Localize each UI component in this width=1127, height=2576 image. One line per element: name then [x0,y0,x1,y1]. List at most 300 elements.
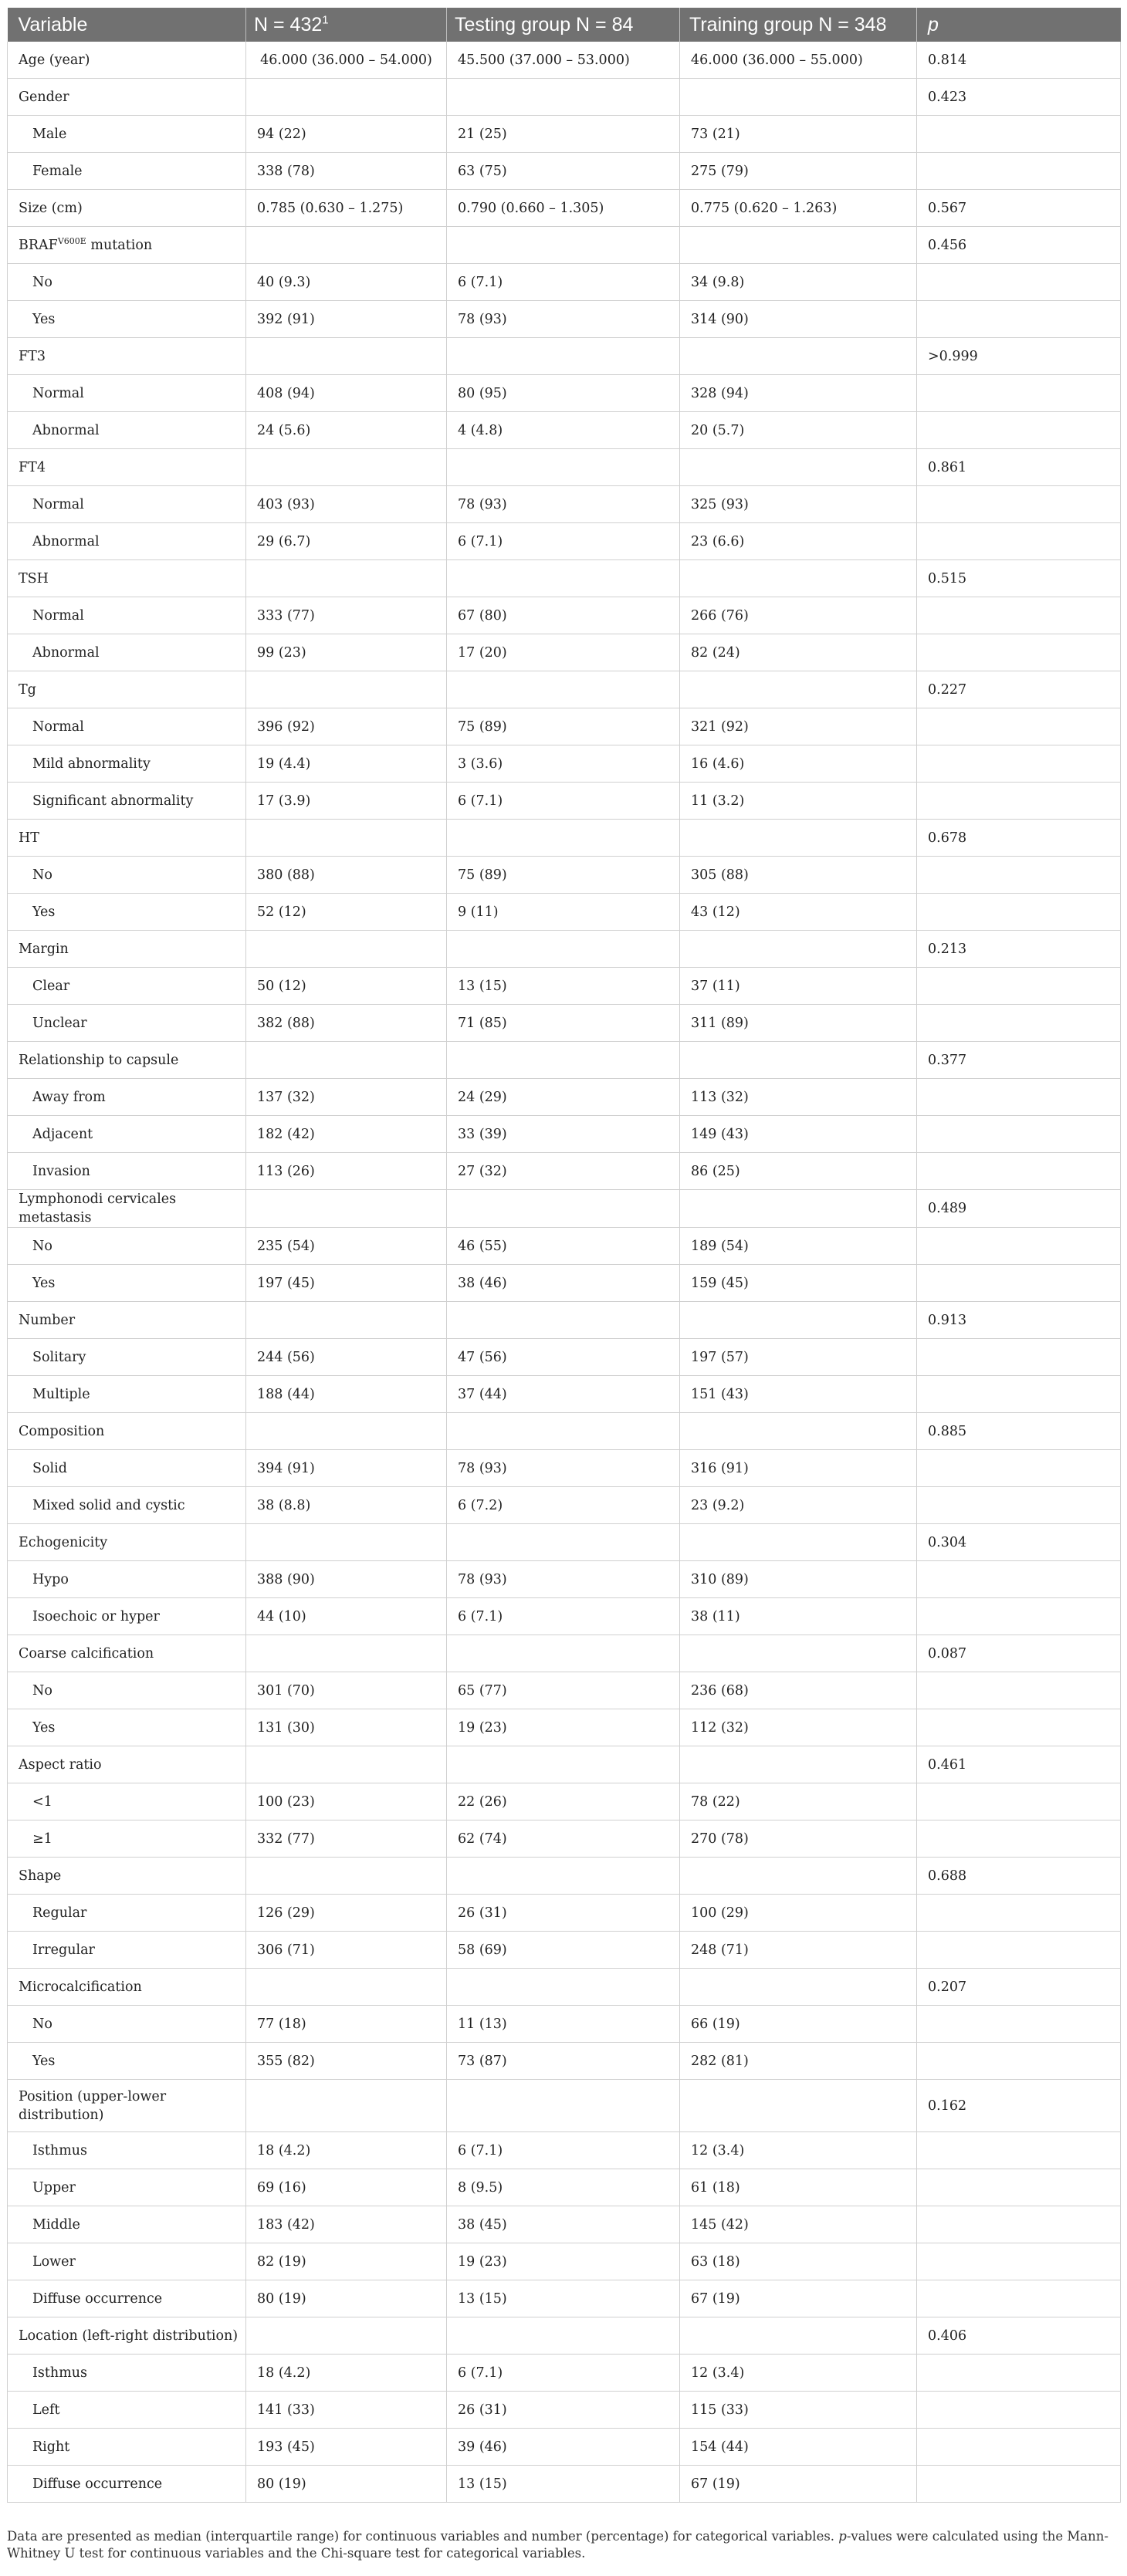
cell-variable: Irregular [8,1932,246,1969]
cell-p-value: 0.406 [917,2317,1121,2355]
cell-variable: Left [8,2392,246,2429]
cell-testing: 63 (75) [447,153,680,190]
cell-total [246,931,447,968]
cell-total: 197 (45) [246,1265,447,1302]
cell-testing: 78 (93) [447,1450,680,1487]
cell-training [680,1746,917,1783]
cell-testing [447,338,680,375]
cell-variable: Diffuse occurrence [8,2280,246,2317]
cell-variable: Age (year) [8,42,246,79]
table-row-level [8,1376,1121,1413]
cell-testing: 65 (77) [447,1672,680,1709]
cell-p-value [917,375,1121,412]
cell-variable: Regular [8,1895,246,1932]
cell-testing [447,227,680,264]
cell-training: 149 (43) [680,1116,917,1153]
cell-training: 305 (88) [680,857,917,894]
cell-p-value: 0.304 [917,1524,1121,1561]
cell-variable: Normal [8,597,246,634]
cell-total: 80 (19) [246,2466,447,2503]
cell-variable: Isthmus [8,2355,246,2392]
cell-p-value: 0.456 [917,227,1121,264]
cell-training [680,1858,917,1895]
cell-p-value [917,1116,1121,1153]
cell-p-value [917,1820,1121,1858]
cell-p-value: 0.515 [917,560,1121,597]
cell-testing [447,1969,680,2006]
cell-training: 275 (79) [680,153,917,190]
cell-total: 301 (70) [246,1672,447,1709]
table-row-level [8,894,1121,931]
cell-training: 11 (3.2) [680,783,917,820]
table-row-variable [8,449,1121,486]
cell-training [680,1413,917,1450]
cell-p-value [917,1450,1121,1487]
cell-p-value [917,2006,1121,2043]
cell-variable: Location (left-right distribution) [8,2317,246,2355]
cell-total: 131 (30) [246,1709,447,1746]
table-row-level [8,1116,1121,1153]
table-row-level [8,1079,1121,1116]
cell-testing: 58 (69) [447,1932,680,1969]
cell-testing [447,1042,680,1079]
cell-training: 20 (5.7) [680,412,917,449]
cell-total: 19 (4.4) [246,745,447,783]
cell-testing: 8 (9.5) [447,2169,680,2206]
cell-total: 100 (23) [246,1783,447,1820]
cell-training: 46.000 (36.000 – 55.000) [680,42,917,79]
cell-training: 113 (32) [680,1079,917,1116]
cell-testing [447,1858,680,1895]
cell-p-value: 0.162 [917,2080,1121,2132]
cell-testing: 13 (15) [447,2280,680,2317]
table-row-level [8,1820,1121,1858]
cell-total: 137 (32) [246,1079,447,1116]
cell-training: 37 (11) [680,968,917,1005]
cell-variable: TSH [8,560,246,597]
table-row-level [8,153,1121,190]
cell-total: 355 (82) [246,2043,447,2080]
table-row-level [8,2006,1121,2043]
cell-variable: Aspect ratio [8,1746,246,1783]
cell-training: 12 (3.4) [680,2132,917,2169]
cell-variable: Position (upper-lower distribution) [8,2080,246,2132]
cell-testing [447,560,680,597]
cell-p-value [917,523,1121,560]
cell-training [680,1190,917,1228]
cell-p-value [917,634,1121,671]
cell-total [246,1413,447,1450]
table-row-variable [8,1190,1121,1228]
cell-p-value: 0.678 [917,820,1121,857]
table-row-level [8,2243,1121,2280]
cell-testing: 6 (7.1) [447,264,680,301]
cell-total: 29 (6.7) [246,523,447,560]
cell-training: 43 (12) [680,894,917,931]
cell-variable: Normal [8,708,246,745]
cell-total: 80 (19) [246,2280,447,2317]
table-row-level [8,2392,1121,2429]
table-row-level [8,2355,1121,2392]
cell-total [246,2080,447,2132]
cell-p-value: 0.213 [917,931,1121,968]
header-training-group: Training group N = 348 [680,8,917,42]
cell-total: 332 (77) [246,1820,447,1858]
cell-p-value [917,1487,1121,1524]
cell-testing: 37 (44) [447,1376,680,1413]
cell-variable: Male [8,116,246,153]
header-variable: Variable [8,8,246,42]
cell-total: 46.000 (36.000 – 54.000) [246,42,447,79]
cell-training [680,79,917,116]
table-row-level [8,1783,1121,1820]
table-row-level [8,1005,1121,1042]
cell-training: 282 (81) [680,2043,917,2080]
table-row-variable [8,2317,1121,2355]
cell-total: 396 (92) [246,708,447,745]
cell-variable: <1 [8,1783,246,1820]
cell-total [246,2317,447,2355]
cell-p-value [917,857,1121,894]
cell-variable: Middle [8,2206,246,2243]
cell-p-value [917,2429,1121,2466]
cell-total [246,79,447,116]
cell-testing: 6 (7.1) [447,2355,680,2392]
cell-variable: Gender [8,79,246,116]
cell-variable: Normal [8,375,246,412]
cell-p-value [917,1376,1121,1413]
cell-training: 67 (19) [680,2280,917,2317]
cell-training: 38 (11) [680,1598,917,1635]
table-row-level [8,745,1121,783]
cell-testing: 78 (93) [447,1561,680,1598]
cell-training: 310 (89) [680,1561,917,1598]
header-p-value: p [917,8,1121,42]
cell-total [246,1746,447,1783]
cell-testing [447,931,680,968]
table-row-level [8,1228,1121,1265]
table-row-level [8,2280,1121,2317]
cell-testing: 27 (32) [447,1153,680,1190]
cell-p-value [917,1079,1121,1116]
table-row-level [8,2466,1121,2503]
cell-total: 333 (77) [246,597,447,634]
cell-total: 18 (4.2) [246,2355,447,2392]
cell-total [246,1524,447,1561]
table-row-variable [8,1524,1121,1561]
cell-testing: 75 (89) [447,857,680,894]
cell-total [246,1042,447,1079]
cell-p-value [917,153,1121,190]
table-row-level [8,1153,1121,1190]
cell-training: 314 (90) [680,301,917,338]
cell-p-value: >0.999 [917,338,1121,375]
cell-p-value [917,1783,1121,1820]
cell-testing: 78 (93) [447,486,680,523]
cell-total: 69 (16) [246,2169,447,2206]
cell-testing: 6 (7.2) [447,1487,680,1524]
cell-total: 408 (94) [246,375,447,412]
cell-training: 23 (9.2) [680,1487,917,1524]
cell-p-value [917,301,1121,338]
cell-testing: 33 (39) [447,1116,680,1153]
table-row-level [8,1561,1121,1598]
table-row-level [8,116,1121,153]
cell-p-value [917,1932,1121,1969]
cell-variable: Unclear [8,1005,246,1042]
cell-training [680,820,917,857]
table-row-variable [8,1413,1121,1450]
cell-total: 193 (45) [246,2429,447,2466]
cell-training [680,338,917,375]
cell-training: 78 (22) [680,1783,917,1820]
cell-total: 182 (42) [246,1116,447,1153]
cell-variable: ≥1 [8,1820,246,1858]
cell-p-value: 0.814 [917,42,1121,79]
cell-testing: 19 (23) [447,2243,680,2280]
cell-total [246,1969,447,2006]
cell-testing: 13 (15) [447,968,680,1005]
cell-p-value: 0.377 [917,1042,1121,1079]
cell-variable: Abnormal [8,523,246,560]
table-row-level [8,1932,1121,1969]
cell-p-value [917,2355,1121,2392]
cell-variable: Lymphonodi cervicales metastasis [8,1190,246,1228]
cell-testing: 6 (7.1) [447,523,680,560]
cell-variable: Mild abnormality [8,745,246,783]
cell-training [680,931,917,968]
cell-p-value: 0.423 [917,79,1121,116]
cell-testing: 17 (20) [447,634,680,671]
cell-training [680,1042,917,1079]
cell-variable: Abnormal [8,412,246,449]
cell-total [246,820,447,857]
cell-variable: Invasion [8,1153,246,1190]
cell-p-value [917,2466,1121,2503]
cell-variable: Yes [8,301,246,338]
cell-training: 112 (32) [680,1709,917,1746]
cell-variable: No [8,1228,246,1265]
cell-total: 394 (91) [246,1450,447,1487]
table-row-level [8,301,1121,338]
cell-variable: Yes [8,1265,246,1302]
cell-variable: Coarse calcification [8,1635,246,1672]
table-row-variable [8,1635,1121,1672]
cell-training: 154 (44) [680,2429,917,2466]
cell-variable: Upper [8,2169,246,2206]
cell-variable: No [8,2006,246,2043]
cell-training: 325 (93) [680,486,917,523]
table-row-level [8,2206,1121,2243]
cell-training: 115 (33) [680,2392,917,2429]
cell-total [246,671,447,708]
table-row-variable [8,79,1121,116]
cell-training [680,449,917,486]
table-row-level [8,968,1121,1005]
cell-total: 44 (10) [246,1598,447,1635]
cell-variable: Microcalcification [8,1969,246,2006]
cell-p-value [917,597,1121,634]
cell-variable: Composition [8,1413,246,1450]
table-row-variable [8,1042,1121,1079]
cell-variable: Away from [8,1079,246,1116]
cell-p-value [917,1228,1121,1265]
cell-total: 392 (91) [246,301,447,338]
cell-p-value: 0.567 [917,190,1121,227]
cell-variable: Right [8,2429,246,2466]
cell-training: 145 (42) [680,2206,917,2243]
cell-total: 235 (54) [246,1228,447,1265]
cell-testing: 73 (87) [447,2043,680,2080]
cell-variable: Isthmus [8,2132,246,2169]
table-row-level [8,597,1121,634]
cell-testing: 24 (29) [447,1079,680,1116]
cell-variable: Yes [8,1709,246,1746]
cell-total: 40 (9.3) [246,264,447,301]
table-row-level [8,2043,1121,2080]
table-row-level [8,783,1121,820]
cell-testing: 45.500 (37.000 – 53.000) [447,42,680,79]
table-row-variable [8,560,1121,597]
cell-training: 328 (94) [680,375,917,412]
cell-training: 0.775 (0.620 – 1.263) [680,190,917,227]
cell-total: 388 (90) [246,1561,447,1598]
cell-training: 197 (57) [680,1339,917,1376]
cell-testing: 11 (13) [447,2006,680,2043]
cell-p-value [917,1672,1121,1709]
cell-total [246,227,447,264]
cell-testing: 21 (25) [447,116,680,153]
cell-total: 183 (42) [246,2206,447,2243]
table-row-variable [8,2080,1121,2132]
cell-training: 67 (19) [680,2466,917,2503]
cell-testing: 26 (31) [447,1895,680,1932]
cell-p-value [917,745,1121,783]
cell-testing: 6 (7.1) [447,783,680,820]
cell-variable: Yes [8,2043,246,2080]
cell-testing [447,449,680,486]
cell-p-value [917,968,1121,1005]
cell-testing [447,1635,680,1672]
cell-p-value [917,412,1121,449]
cell-variable: Normal [8,486,246,523]
cell-total [246,560,447,597]
cell-testing [447,1746,680,1783]
table-row-variable [8,671,1121,708]
cell-p-value [917,2392,1121,2429]
cell-training: 159 (45) [680,1265,917,1302]
cell-total: 99 (23) [246,634,447,671]
cell-testing: 0.790 (0.660 – 1.305) [447,190,680,227]
cell-p-value: 0.913 [917,1302,1121,1339]
cell-training: 12 (3.4) [680,2355,917,2392]
cell-p-value: 0.207 [917,1969,1121,2006]
cell-total: 24 (5.6) [246,412,447,449]
cell-p-value [917,2206,1121,2243]
cell-testing: 71 (85) [447,1005,680,1042]
cell-p-value [917,1895,1121,1932]
table-row-variable [8,1302,1121,1339]
cell-testing [447,820,680,857]
cell-testing: 67 (80) [447,597,680,634]
cell-training: 66 (19) [680,2006,917,2043]
cell-testing: 4 (4.8) [447,412,680,449]
cell-total: 38 (8.8) [246,1487,447,1524]
table-row-variable [8,820,1121,857]
cell-p-value [917,1005,1121,1042]
cell-variable: Isoechoic or hyper [8,1598,246,1635]
cell-p-value: 0.461 [917,1746,1121,1783]
cell-variable: Shape [8,1858,246,1895]
cell-total [246,1302,447,1339]
cell-p-value [917,1265,1121,1302]
cell-training: 82 (24) [680,634,917,671]
cell-p-value [917,264,1121,301]
table-row-level [8,1450,1121,1487]
cell-variable: Mixed solid and cystic [8,1487,246,1524]
cell-total: 403 (93) [246,486,447,523]
cell-p-value: 0.227 [917,671,1121,708]
cell-total: 382 (88) [246,1005,447,1042]
cell-training: 73 (21) [680,116,917,153]
table-row-variable [8,931,1121,968]
table-row-level [8,264,1121,301]
cell-testing [447,1413,680,1450]
cell-p-value: 0.489 [917,1190,1121,1228]
cell-variable: Relationship to capsule [8,1042,246,1079]
table-row-level [8,2132,1121,2169]
table-row-level [8,1709,1121,1746]
cell-total: 50 (12) [246,968,447,1005]
cell-p-value [917,2243,1121,2280]
cell-testing: 38 (45) [447,2206,680,2243]
cell-training: 266 (76) [680,597,917,634]
cell-testing [447,1524,680,1561]
cell-training: 61 (18) [680,2169,917,2206]
cell-variable: Significant abnormality [8,783,246,820]
cell-variable: FT3 [8,338,246,375]
cell-training [680,560,917,597]
cell-variable: Tg [8,671,246,708]
cell-testing: 78 (93) [447,301,680,338]
cell-variable: Adjacent [8,1116,246,1153]
table-row-variable [8,1858,1121,1895]
cell-total: 188 (44) [246,1376,447,1413]
cell-training: 270 (78) [680,1820,917,1858]
cell-training: 248 (71) [680,1932,917,1969]
cell-training: 316 (91) [680,1450,917,1487]
header-testing-group: Testing group N = 84 [447,8,680,42]
cell-testing: 26 (31) [447,2392,680,2429]
cell-p-value [917,2280,1121,2317]
cell-variable: HT [8,820,246,857]
table-row-level [8,523,1121,560]
cell-training: 321 (92) [680,708,917,745]
cell-p-value [917,1598,1121,1635]
cell-total: 94 (22) [246,116,447,153]
cell-variable: Solitary [8,1339,246,1376]
cell-total: 338 (78) [246,153,447,190]
cell-total: 380 (88) [246,857,447,894]
cell-total [246,1858,447,1895]
cell-p-value [917,1153,1121,1190]
cell-variable: Abnormal [8,634,246,671]
cell-variable: No [8,1672,246,1709]
cell-total: 244 (56) [246,1339,447,1376]
cell-total [246,1190,447,1228]
cell-testing [447,2317,680,2355]
table-row-level [8,857,1121,894]
